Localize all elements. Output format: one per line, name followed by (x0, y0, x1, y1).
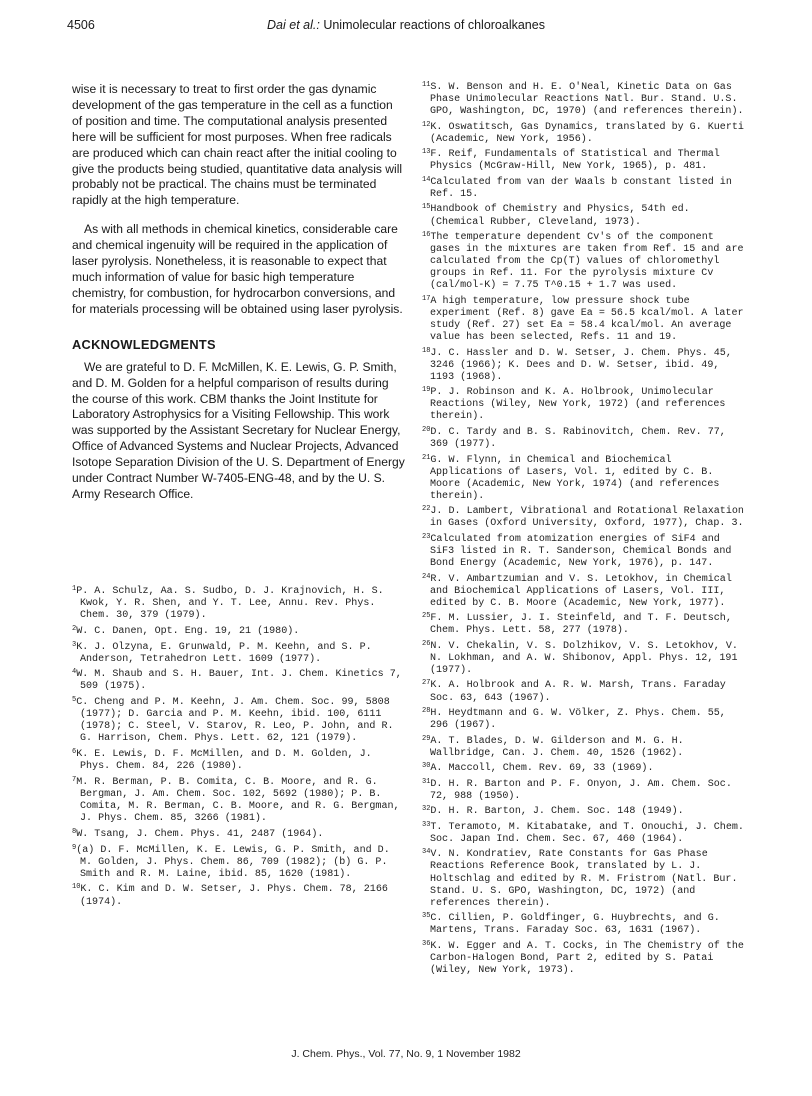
reference-text: W. C. Danen, Opt. Eng. 19, 21 (1980). (76, 625, 300, 637)
acknowledgments-text: We are grateful to D. F. McMillen, K. E. Lewis, G. P. Smith, and D. M. Golden for a helpful comparison of results during the course of this work. CBM thanks the Joint Institute for Laboratory Astrophysics for a Visiting Fellowship. This work was supported by the Assistant Secretary for Nuclear Energy, Office of Advanced Systems and Nuclear Projects, Advanced Isotope Separation Division of the U. S. Department of Energy under Contract Number W-7405-ENG-48, and by the U. S. Army Research Office. (72, 359, 405, 501)
reference-text: Handbook of Chemistry and Physics, 54th ed. (Chemical Rubber, Cleveland, 1973). (430, 204, 690, 228)
reference-number: 21 (422, 453, 431, 462)
reference-number: 5 (72, 696, 77, 705)
body-paragraph-continued: wise it is necessary to treat to first order the gas dynamic development of the gas temperature in the cell as a function of position and time. The computational analysis presented here will be sufficient for most purposes. When free radicals are produced which can chain react after the initial cooling to give the products being studied, quantitative data analysis will probably not be practical. The chains must be terminated rapidly at the high temperature. (72, 82, 403, 208)
reference-number: 7 (72, 775, 77, 784)
reference-number: 1 (72, 585, 77, 593)
reference-number: 18 (422, 346, 431, 355)
reference-text: D. C. Tardy and B. S. Rabinovitch, Chem. Rev. 77, 369 (1977). (430, 426, 726, 451)
reference-number: 24 (422, 572, 431, 581)
reference-4 (72, 669, 406, 693)
reference-26 (422, 641, 746, 677)
reference-text: G. W. Flynn, in Chemical and Biochemical Applications of Lasers, Vol. 1, edited by C. B. Moore (Academic, New York, 1974) (and references therein). (430, 454, 720, 502)
reference-text: T. Teramoto, M. Kitabatake, and T. Onouchi, J. Chem. Soc. Japan Ind. Chem. Sec. 67, 460 (1964). (430, 821, 744, 845)
reference-16 (422, 232, 746, 292)
reference-text: K. C. Kim and D. W. Setser, J. Phys. Chem. 78, 2166 (1974). (80, 884, 388, 908)
reference-7 (72, 777, 406, 825)
reference-10 (72, 884, 406, 908)
reference-13 (422, 149, 746, 173)
reference-33 (422, 822, 746, 846)
reference-text: W. Tsang, J. Chem. Phys. 41, 2487 (1964). (76, 828, 324, 840)
reference-3 (72, 642, 406, 666)
reference-text: K. J. Olzyna, E. Grunwald, P. M. Keehn, and S. P. Anderson, Tetrahedron Lett. 1609 (1977). (76, 641, 372, 665)
reference-5 (72, 697, 406, 745)
reference-number: 34 (422, 848, 431, 857)
acknowledgments-heading: ACKNOWLEDGMENTS (72, 336, 216, 352)
body-paragraph-laser-pyrolysis: As with all methods in chemical kinetics, considerable care and chemical ingenuity will be required in the application of laser pyrolysis. Nonetheless, it is reasonable to expect that much information of value for basic high temperature chemistry, for combustion, for hydrocarbon conversions, and for materials processing will be obtained using laser pyrolysis. (72, 222, 403, 316)
reference-number: 23 (422, 532, 431, 541)
reference-text: A high temperature, low pressure shock tube experiment (Ref. 8) gave Ea = 56.5 kcal/mol. A later study (Ref. 27) set Ea = 58.4 kcal/mol. An average value has been selected, Refs. 11 and 19. (430, 295, 744, 344)
reference-25 (422, 613, 746, 637)
reference-number: 14 (422, 175, 431, 184)
running-article-title: Unimolecular reactions of chloroalkanes (323, 18, 545, 32)
reference-number: 3 (72, 640, 77, 649)
reference-number: 11 (422, 81, 431, 89)
reference-text: H. Heydtmann and G. W. Völker, Z. Phys. Chem. 55, 296 (1967). (430, 708, 726, 732)
reference-number: 8 (72, 827, 77, 836)
reference-text: J. D. Lambert, Vibrational and Rotational Relaxation in Gases (Oxford University, Oxford, 1977), Chap. 3. (430, 506, 744, 530)
page-number: 4506 (67, 18, 95, 32)
reference-20 (422, 427, 746, 451)
references-left-column (72, 586, 406, 912)
reference-number: 9 (72, 843, 77, 852)
references-right-column (422, 82, 746, 980)
reference-text: K. A. Holbrook and A. R. W. Marsh, Trans. Faraday Soc. 63, 643 (1967). (430, 680, 726, 704)
reference-number: 12 (422, 120, 431, 129)
reference-17 (422, 296, 746, 344)
reference-text: A. Maccoll, Chem. Rev. 69, 33 (1969). (430, 763, 654, 775)
reference-number: 4 (72, 668, 77, 677)
reference-text: R. V. Ambartzumian and V. S. Letokhov, in Chemical and Biochemical Applications of Lasers, Vol. III, edited by C. B. Moore (Academic, New York, 1977). (430, 573, 732, 609)
reference-text: F. Reif, Fundamentals of Statistical and Thermal Physics (McGraw-Hill, New York, 1965), p. 481. (430, 149, 720, 173)
journal-footer: J. Chem. Phys., Vol. 77, No. 9, 1 November 1982 (291, 1048, 521, 1060)
reference-text: A. T. Blades, D. W. Gilderson and M. G. H. Wallbridge, Can. J. Chem. 40, 1526 (1962). (430, 735, 684, 759)
reference-number: 19 (422, 386, 431, 395)
reference-8 (72, 829, 406, 841)
reference-12 (422, 122, 746, 146)
reference-35 (422, 913, 746, 937)
reference-1 (72, 586, 406, 622)
reference-text: V. N. Kondratiev, Rate Constants for Gas Phase Reactions Reference Book, translated by L. J. Holtschlag and edited by R. M. Fristrom (Natl. Bur. Stand. U. S. GPO, Washington, DC, 1972) (and references therein). (430, 849, 738, 909)
reference-number: 17 (422, 294, 431, 303)
reference-28 (422, 708, 746, 732)
reference-2 (72, 626, 406, 638)
reference-18 (422, 348, 746, 384)
reference-text: K. E. Lewis, D. F. McMillen, and D. M. Golden, J. Phys. Chem. 84, 226 (1980). (76, 749, 372, 773)
reference-number: 36 (422, 939, 431, 948)
reference-number: 13 (422, 148, 431, 157)
reference-text: D. H. R. Barton and P. F. Onyon, J. Am. Chem. Soc. 72, 988 (1950). (430, 778, 732, 802)
reference-text: K. Oswatitsch, Gas Dynamics, translated by G. Kuerti (Academic, New York, 1956). (430, 121, 744, 145)
reference-text: C. Cillien, P. Goldfinger, G. Huybrechts, and G. Martens, Trans. Faraday Soc. 63, 1631 (1967). (430, 913, 720, 937)
left-column-body (72, 82, 406, 516)
running-title (67, 18, 745, 32)
reference-19 (422, 387, 746, 423)
reference-14 (422, 177, 746, 201)
reference-text: Calculated from van der Waals b constant listed in Ref. 15. (430, 176, 732, 200)
reference-number: 22 (422, 505, 431, 514)
reference-number: 2 (72, 624, 77, 633)
reference-11 (422, 82, 746, 118)
reference-number: 32 (422, 805, 431, 814)
reference-text: D. H. R. Barton, J. Chem. Soc. 148 (1949). (430, 806, 684, 818)
running-header (67, 18, 745, 38)
reference-31 (422, 779, 746, 803)
reference-36 (422, 941, 746, 977)
reference-number: 35 (422, 912, 431, 921)
reference-text: M. R. Berman, P. B. Comita, C. B. Moore, and R. G. Bergman, J. Am. Chem. Soc. 102, 5692 (1980); P. B. Comita, M. R. Berman, C. B. Moore, and R. G. Bergman, J. Phys. Chem. 85, 3266 (1981). (76, 776, 400, 825)
reference-27 (422, 680, 746, 704)
reference-32 (422, 806, 746, 818)
reference-30 (422, 763, 746, 775)
reference-21 (422, 455, 746, 503)
reference-number: 10 (72, 883, 81, 892)
reference-29 (422, 736, 746, 760)
reference-number: 26 (422, 639, 431, 648)
reference-number: 15 (422, 203, 431, 212)
reference-number: 27 (422, 679, 431, 688)
reference-text: C. Cheng and P. M. Keehn, J. Am. Chem. Soc. 99, 5808 (1977); D. Garcia and P. M. Keehn, ibid. 100, 6111 (1978); C. Steel, V. Starov, R. Leo, P. John, and R. G. Harrison, Chem. Phys. Lett. 62, 121 (1979). (76, 697, 394, 745)
reference-number: 28 (422, 707, 431, 716)
reference-9 (72, 845, 406, 881)
reference-6 (72, 749, 406, 773)
reference-text: W. M. Shaub and S. H. Bauer, Int. J. Chem. Kinetics 7, 509 (1975). (76, 669, 402, 693)
reference-number: 31 (422, 777, 431, 786)
reference-number: 29 (422, 734, 431, 743)
reference-text: The temperature dependent Cv's of the component gases in the mixtures are taken from Ref. 15 and are calculated from the Cp(T) values of chloromethyl groups in Ref. 11. For the pyrolysis mixture Cv (cal/mol-K) = 7.75 T^0.15 + 1.7 was used. (430, 231, 744, 292)
reference-text: P. J. Robinson and K. A. Holbrook, Unimolecular Reactions (Wiley, New York, 1972) (and references therein). (430, 387, 726, 423)
reference-text: J. C. Hassler and D. W. Setser, J. Chem. Phys. 45, 3246 (1966); K. Dees and D. W. Setser, ibid. 49, 1193 (1968). (430, 347, 732, 383)
reference-34 (422, 849, 746, 909)
reference-22 (422, 506, 746, 530)
reference-number: 25 (422, 612, 431, 621)
reference-text: F. M. Lussier, J. I. Steinfeld, and T. F. Deutsch, Chem. Phys. Lett. 58, 277 (1978). (430, 613, 732, 637)
reference-number: 6 (72, 748, 77, 757)
reference-text: Calculated from atomization energies of SiF4 and SiF3 listed in R. T. Sanderson, Chemical Bonds and Bond Energy (Academic, New York, 1976), p. 147. (430, 533, 732, 570)
reference-number: 30 (422, 762, 431, 771)
running-authors: Dai et al.: (267, 18, 320, 32)
reference-24 (422, 574, 746, 610)
reference-text: P. A. Schulz, Aa. S. Sudbo, D. J. Krajnovich, H. S. Kwok, Y. R. Shen, and Y. T. Lee, Annu. Rev. Phys. Chem. 30, 379 (1979). (76, 586, 384, 622)
reference-text: N. V. Chekalin, V. S. Dolzhikov, V. S. Letokhov, V. N. Lokhman, and A. W. Shibonov, Appl. Phys. 12, 191 (1977). (430, 640, 738, 676)
reference-23 (422, 534, 746, 570)
reference-15 (422, 204, 746, 228)
reference-number: 16 (422, 230, 431, 239)
reference-text: (a) D. F. McMillen, K. E. Lewis, G. P. Smith, and D. M. Golden, J. Phys. Chem. 86, 709 (1982); (b) G. P. Smith and R. M. Laine, ibid. 85, 1620 (1981). (76, 844, 390, 880)
reference-number: 33 (422, 820, 431, 829)
reference-text: K. W. Egger and A. T. Cocks, in The Chemistry of the Carbon-Halogen Bond, Part 2, edited by S. Patai (Wiley, New York, 1973). (430, 940, 744, 976)
reference-number: 20 (422, 425, 431, 434)
reference-text: S. W. Benson and H. E. O'Neal, Kinetic Data on Gas Phase Unimolecular Reactions Natl. Bur. Stand. U.S. GPO, Washington, DC, 1970) (and references therein). (430, 82, 744, 118)
